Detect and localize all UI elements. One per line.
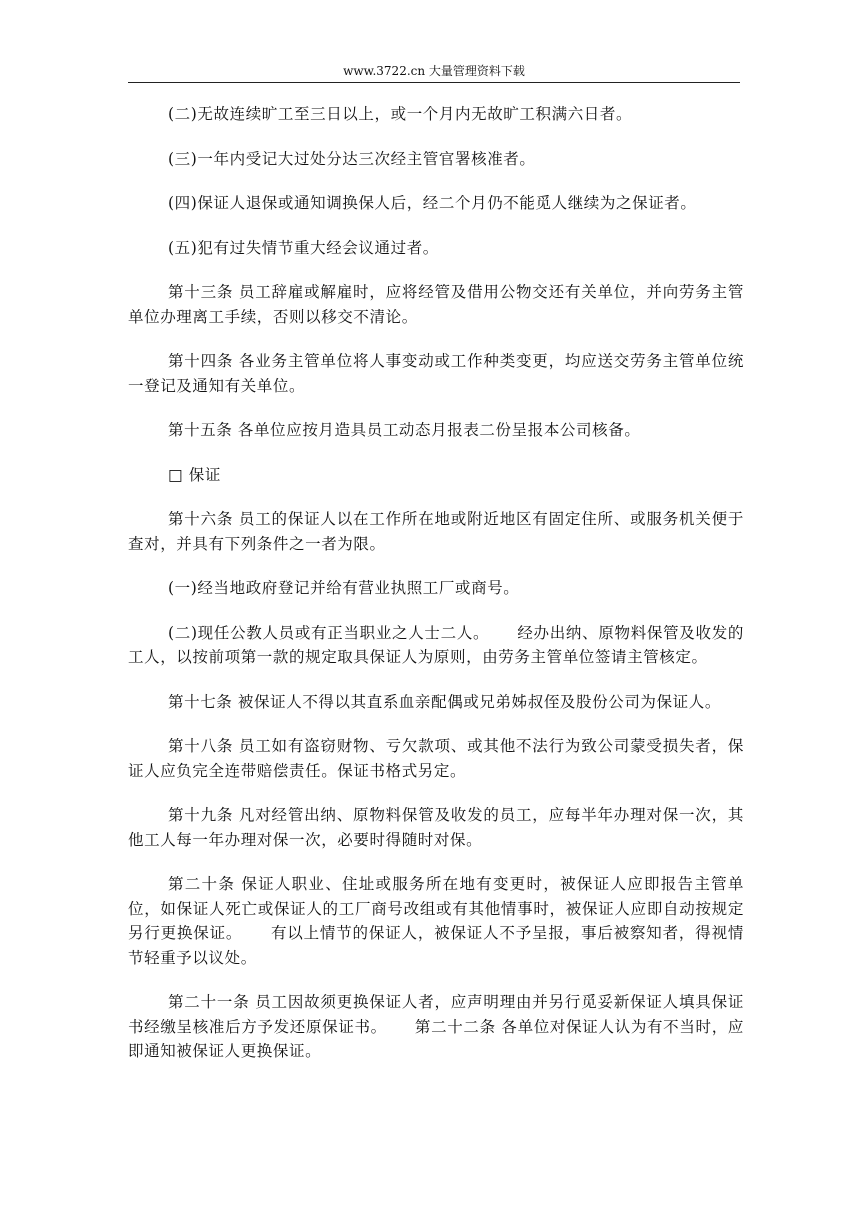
article-16: 第十六条 员工的保证人以在工作所在地或附近地区有固定住所、或服务机关便于查对，并具有下列条件之一者为限。 [128, 510, 744, 553]
article-20: 第二十条 保证人职业、住址或服务所在地有变更时，被保证人应即报告主管单位，如保证人死亡或保证人的工厂商号改组或有其他情事时，被保证人应即自动按规定另行更换保证。 有以上情节的保证人，被保证人不予呈报，事后被察知者，得视情节轻重予以议处。 [128, 875, 744, 967]
clause-2-3: (三)一年内受记大过处分达三次经主管官署核准者。 [168, 149, 536, 168]
article-19: 第十九条 凡对经管出纳、原物料保管及收发的员工，应每半年办理对保一次，其他工人每一年办理对保一次，必要时得随时对保。 [128, 806, 744, 849]
section-heading-guarantee: □ 保证 [168, 465, 221, 484]
document-body [128, 102, 744, 1084]
article-16-item-2: (二)现任公教人员或有正当职业之人士二人。 经办出纳、原物料保管及收发的工人，以按前项第一款的规定取具保证人为原则，由劳务主管单位签请主管核定。 [128, 623, 744, 666]
article-16-item-1: (一)经当地政府登记并给有营业执照工厂或商号。 [168, 579, 520, 597]
article-13: 第十三条 员工辞雇或解雇时，应将经管及借用公物交还有关单位，并向劳务主管单位办理离工手续，否则以移交不清论。 [128, 283, 744, 326]
article-18: 第十八条 员工如有盗窃财物、亏欠款项、或其他不法行为致公司蒙受损失者，保证人应负完全连带赔偿责任。保证书格式另定。 [128, 737, 744, 780]
header-divider [128, 82, 740, 83]
page-header: www.3722.cn 大量管理资料下载 [343, 64, 525, 78]
clause-2-4: (四)保证人退保或通知调换保人后，经二个月仍不能觅人继续为之保证者。 [168, 194, 697, 212]
article-15: 第十五条 各单位应按月造具员工动态月报表二份呈报本公司核备。 [168, 421, 641, 439]
clause-2-2: (二)无故连续旷工至三日以上，或一个月内无故旷工积满六日者。 [168, 105, 633, 123]
article-17: 第十七条 被保证人不得以其直系血亲配偶或兄弟姊叔侄及股份公司为保证人。 [168, 692, 721, 711]
clause-2-5: (五)犯有过失情节重大经会议通过者。 [168, 238, 439, 257]
article-14: 第十四条 各业务主管单位将人事变动或工作种类变更，均应送交劳务主管单位统一登记及通知有关单位。 [128, 352, 744, 395]
article-21-22: 第二十一条 员工因故须更换保证人者，应声明理由并另行觅妥新保证人填具保证书经缴呈核准后方予发还原保证书。 第二十二条 各单位对保证人认为有不当时，应即通知被保证人更换保证。 [128, 993, 744, 1060]
